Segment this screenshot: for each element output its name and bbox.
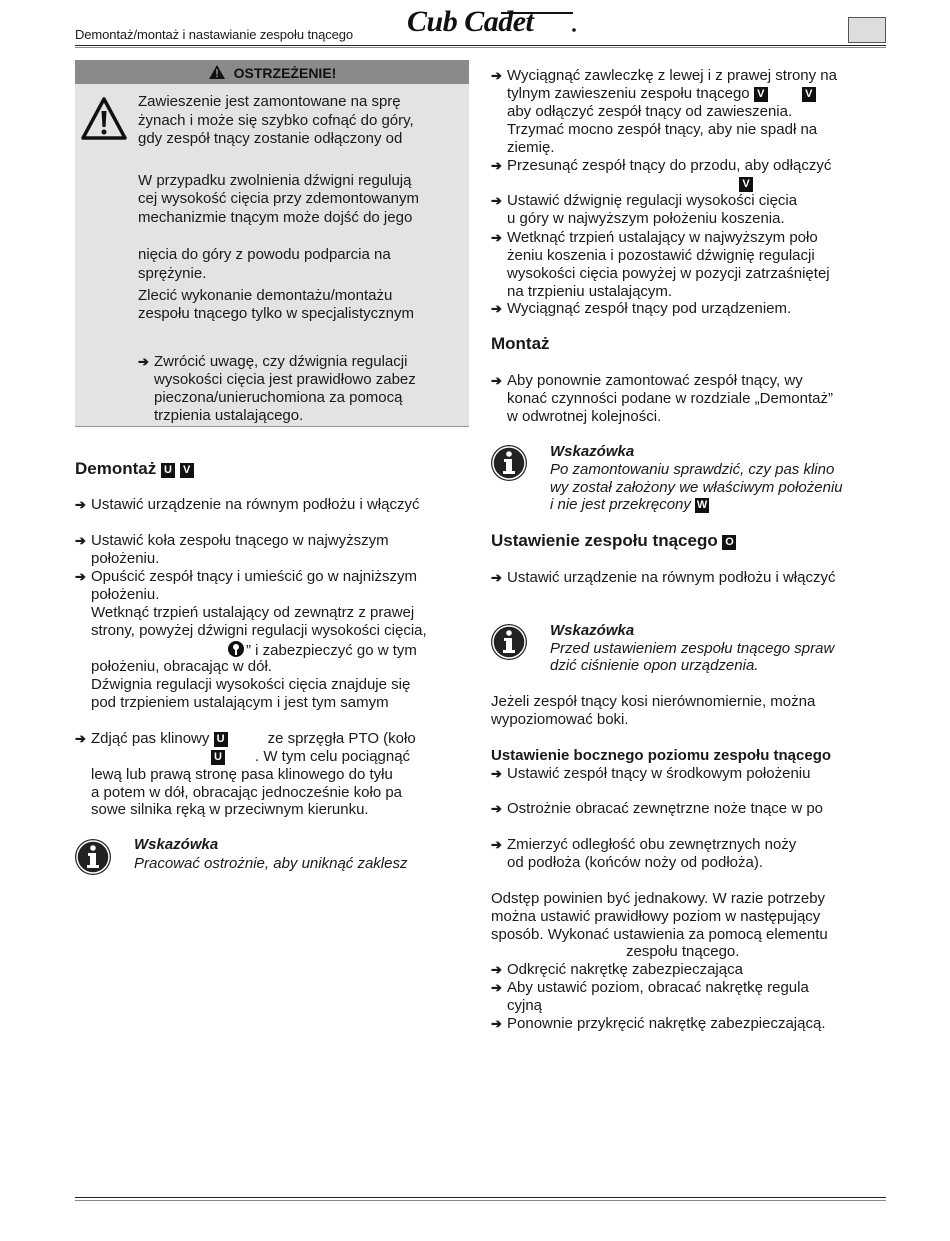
list-item: ➔ Aby ustawić poziom, obracać nakrętkę regula (491, 979, 809, 996)
cub-cadet-logo (405, 4, 577, 38)
arrow-right-icon: ➔ (491, 68, 502, 83)
list-item: ➔ Ponownie przykręcić nakrętkę zabezpieczającą. (491, 1015, 826, 1032)
figure-badge: V (739, 177, 753, 192)
svg-text:Cub Cadet: Cub Cadet (407, 5, 534, 38)
warning-text-line: cej wysokość cięcia przy zdemontowanym (138, 190, 419, 207)
list-item: ➔ Opuścić zespół tnący i umieścić go w najniższym (75, 568, 417, 585)
arrow-right-icon: ➔ (75, 569, 86, 584)
arrow-right-icon: ➔ (75, 533, 86, 548)
list-item: ➔ Ustawić urządzenie na równym podłożu i włączyć (75, 496, 420, 513)
page-header-title: Demontaż/montaż i nastawianie zespołu tnącego (75, 27, 354, 42)
arrow-right-icon: ➔ (75, 731, 86, 746)
note-text: i nie jest przekręcony W (550, 496, 708, 513)
figure-badge: U (161, 463, 175, 478)
footer-rule (75, 1197, 886, 1198)
arrow-right-icon: ➔ (491, 301, 502, 316)
note-title: Wskazówka (134, 836, 219, 853)
list-item-cont: od podłoża (końców noży od podłoża). (507, 854, 763, 871)
warning-bullet-cont: trzpienia ustalającego. (154, 407, 304, 424)
arrow-right-icon: ➔ (75, 497, 86, 512)
arrow-right-icon: ➔ (491, 801, 502, 816)
list-item-cont: U . W tym celu pociągnąć (211, 748, 410, 766)
list-item-cont: lewą lub prawą stronę pasa klinowego do tyłu (91, 766, 393, 783)
warning-text-line: gdy zespół tnący zostanie odłączony od (138, 130, 403, 147)
paragraph-line: wypoziomować boki. (491, 711, 629, 728)
footer-rule-thin (75, 1200, 886, 1201)
list-item: ➔ Ustawić dźwignię regulacji wysokości cięcia (491, 192, 798, 209)
figure-badge: V (754, 87, 768, 102)
note-title: Wskazówka (550, 443, 635, 460)
paragraph-line: Odstęp powinien być jednakowy. W razie potrzeby (491, 890, 826, 907)
list-item-cont: strony, powyżej dźwigni regulacji wysokości cięcia, (91, 622, 427, 639)
warning-text-line: zespołu tnącego tylko w specjalistycznym (138, 305, 414, 322)
note-text: Pracować ostrożnie, aby uniknąć zaklesz (134, 855, 408, 872)
warning-triangle-small-icon (208, 64, 226, 80)
list-item-cont: w odwrotnej kolejności. (507, 408, 662, 425)
section-title-ustawienie: Ustawienie zespołu tnącego O (491, 531, 736, 551)
arrow-right-icon: ➔ (491, 962, 502, 977)
list-item: ➔ Wyciągnąć zespół tnący pod urządzeniem. (491, 300, 792, 317)
info-icon (490, 623, 528, 661)
list-item-cont: ” i zabezpieczyć go w tym (226, 640, 417, 660)
figure-badge: U (214, 732, 228, 747)
arrow-right-icon: ➔ (491, 373, 502, 388)
note-text: wy został założony we właściwym położeniu (550, 479, 843, 496)
info-icon (490, 444, 528, 482)
header-rule-thin (75, 47, 886, 48)
list-item-cont: ziemię. (507, 139, 555, 156)
list-item-cont: pod trzpieniem ustalającym i jest tym samym (91, 694, 389, 711)
figure-badge: W (696, 499, 708, 511)
paragraph-line: Jeżeli zespół tnący kosi nierównomiernie, można (491, 693, 816, 710)
list-item-cont: a potem w dół, obracając jednocześnie koło pa (91, 784, 403, 801)
subsection-title-boczny: Ustawienie bocznego poziomu zespołu tnącego (491, 747, 832, 764)
note-text: dzić ciśnienie opon urządzenia. (550, 657, 759, 674)
list-item: ➔ Wyciągnąć zawleczkę z lewej i z prawej strony na (491, 67, 837, 84)
warning-bullet-cont: pieczona/unieruchomiona za pomocą (154, 389, 403, 406)
warning-text-line: nięcia do góry z powodu podparcia na (138, 246, 391, 263)
list-item-cont: u góry w najwyższym położeniu koszenia. (507, 210, 785, 227)
warning-text-line: Zawieszenie jest zamontowane na sprę (138, 93, 401, 110)
figure-badge: U (211, 750, 225, 765)
arrow-right-icon: ➔ (491, 980, 502, 995)
warning-text-line: mechanizmie tnącym może dojść do jego (138, 209, 413, 226)
list-item: ➔ Ustawić urządzenie na równym podłożu i włączyć (491, 569, 836, 586)
list-item-cont: położeniu. (91, 550, 160, 567)
list-item: ➔ Ustawić koła zespołu tnącego w najwyższym (75, 532, 389, 549)
warning-label: OSTRZEŻENIE! (233, 65, 337, 81)
warning-header (75, 60, 469, 84)
note-text: Po zamontowaniu sprawdzić, czy pas klino (550, 461, 835, 478)
list-item: ➔ Ustawić zespół tnący w środkowym położeniu (491, 765, 811, 782)
arrow-right-icon: ➔ (491, 230, 502, 245)
warning-triangle-icon (80, 96, 128, 142)
warning-text-line: żynach i może się szybko cofnąć do góry, (138, 112, 414, 129)
list-item: ➔ Przesunąć zespół tnący do przodu, aby odłączyć (491, 157, 832, 174)
section-title-montaz: Montaż (491, 334, 550, 353)
list-item-cont: konać czynności podane w rozdziale „Demontaż” (507, 390, 833, 407)
list-item: ➔ Aby ponownie zamontować zespół tnący, wy (491, 372, 803, 389)
list-item-cont: wysokości cięcia powyżej w pozycji zatrzaśniętej (507, 265, 830, 282)
arrow-right-icon: ➔ (138, 354, 149, 369)
list-item: ➔ Zmierzyć odległość obu zewnętrznych noży (491, 836, 797, 853)
list-item-cont: żeniu koszenia i pozostawić dźwignię regulacji (507, 247, 815, 264)
arrow-right-icon: ➔ (491, 1016, 502, 1031)
list-item-cont: aby odłączyć zespół tnący od zawieszenia. (507, 103, 793, 120)
warning-text-line: Zlecić wykonanie demontażu/montażu (138, 287, 393, 304)
note-title: Wskazówka (550, 622, 635, 639)
list-item-cont: położeniu. (91, 586, 160, 603)
info-icon (74, 838, 112, 876)
paragraph-line: można ustawić prawidłowy poziom w następujący (491, 908, 821, 925)
arrow-right-icon: ➔ (491, 766, 502, 781)
list-item-cont: cyjną (507, 997, 543, 1014)
arrow-right-icon: ➔ (491, 570, 502, 585)
figure-badge: V (802, 87, 816, 102)
page-number-box (848, 17, 886, 43)
list-item-cont: Dźwignia regulacji wysokości cięcia znajduje się (91, 676, 411, 693)
list-item-cont: Wetknąć trzpień ustalający od zewnątrz z prawej (91, 604, 415, 621)
warning-text-line: sprężynie. (138, 265, 207, 282)
list-item-cont: położeniu, obracając w dół. (91, 658, 272, 675)
list-item-cont: tylnym zawieszeniu zespołu tnącego V V (507, 85, 816, 103)
list-item-cont: Trzymać mocno zespół tnący, aby nie spadł na (507, 121, 818, 138)
paragraph-line: zespołu tnącego. (626, 943, 740, 960)
list-item: ➔ Ostrożnie obracać zewnętrzne noże tnące w po (491, 800, 824, 817)
note-text: Przed ustawieniem zespołu tnącego spraw (550, 640, 835, 657)
figure-badge: V (180, 463, 194, 478)
figure-badge: O (722, 535, 736, 550)
list-item: ➔ Odkręcić nakrętkę zabezpieczająca (491, 961, 743, 978)
list-item-cont: na trzpieniu ustalającym. (507, 283, 673, 300)
arrow-right-icon: ➔ (491, 193, 502, 208)
warning-bullet-cont: wysokości cięcia jest prawidłowo zabez (154, 371, 416, 388)
lock-symbol-icon (226, 640, 246, 658)
warning-text-line: W przypadku zwolnienia dźwigni regulują (138, 172, 412, 189)
arrow-right-icon: ➔ (491, 158, 502, 173)
list-item-cont (739, 175, 753, 193)
paragraph-line: sposób. Wykonać ustawienia za pomocą elementu (491, 926, 828, 943)
list-item: ➔ Zdjąć pas klinowy U ze sprzęgła PTO (koło (75, 730, 416, 747)
arrow-right-icon: ➔ (491, 837, 502, 852)
list-item: ➔ Wetknąć trzpień ustalający w najwyższym poło (491, 229, 818, 246)
warning-bullet: ➔ Zwrócić uwagę, czy dźwignia regulacji (138, 353, 408, 370)
header-rule (75, 45, 886, 46)
section-title-demontaz: Demontaż U V (75, 459, 194, 479)
list-item-cont: sowe silnika ręką w przeciwnym kierunku. (91, 801, 369, 818)
